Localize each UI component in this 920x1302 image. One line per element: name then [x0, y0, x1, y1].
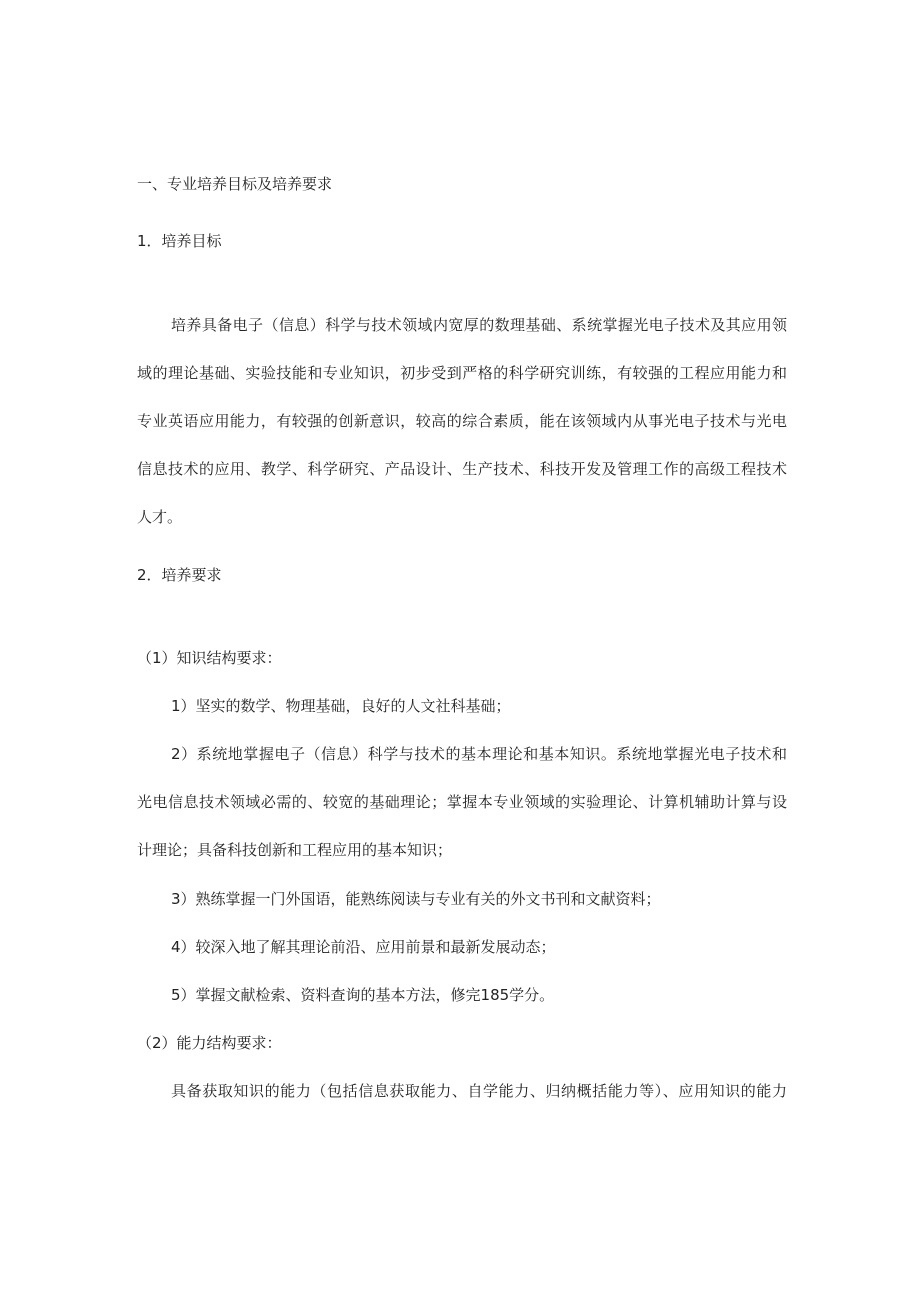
- paragraph-line: 信息技术的应用、教学、科学研究、产品设计、生产技术、科技开发及管理工作的高级工程技术: [137, 460, 787, 478]
- knowledge-item-1: 1）坚实的数学、物理基础，良好的人文社科基础；: [171, 697, 511, 715]
- ability-paragraph-line: 具备获取知识的能力（包括信息获取能力、自学能力、归纳概括能力等）、应用知识的能力: [171, 1082, 787, 1100]
- paragraph-line: 域的理论基础、实验技能和专业知识，初步受到严格的科学研究训练，有较强的工程应用能力和: [137, 364, 787, 382]
- paragraph-line: 计理论；具备科技创新和工程应用的基本知识；: [137, 841, 453, 859]
- section-heading: 一、专业培养目标及培养要求: [137, 175, 333, 193]
- knowledge-item-3: 3）熟练掌握一门外国语，能熟练阅读与专业有关的外文书刊和文献资料；: [171, 890, 661, 908]
- paragraph-line: 专业英语应用能力，有较强的创新意识，较高的综合素质，能在该领域内从事光电子技术与光电: [137, 412, 787, 430]
- ability-structure-title: （2）能力结构要求：: [137, 1034, 282, 1052]
- knowledge-structure-title: （1）知识结构要求：: [137, 649, 282, 667]
- paragraph-line: 2）系统地掌握电子（信息）科学与技术的基本理论和基本知识。系统地掌握光电子技术和: [171, 745, 787, 763]
- knowledge-item-5: 5）掌握文献检索、资料查询的基本方法，修完185学分。: [171, 986, 555, 1004]
- paragraph-line: 培养具备电子（信息）科学与技术领域内宽厚的数理基础、系统掌握光电子技术及其应用领: [171, 316, 787, 334]
- subsection-title-training-requirements: 2．培养要求: [137, 566, 222, 584]
- paragraph-line: 光电信息技术领域必需的、较宽的基础理论；掌握本专业领域的实验理论、计算机辅助计算与设: [137, 793, 787, 811]
- paragraph-line: 人才。: [137, 508, 183, 526]
- subsection-title-training-goal: 1．培养目标: [137, 232, 222, 250]
- knowledge-item-4: 4）较深入地了解其理论前沿、应用前景和最新发展动态；: [171, 938, 556, 956]
